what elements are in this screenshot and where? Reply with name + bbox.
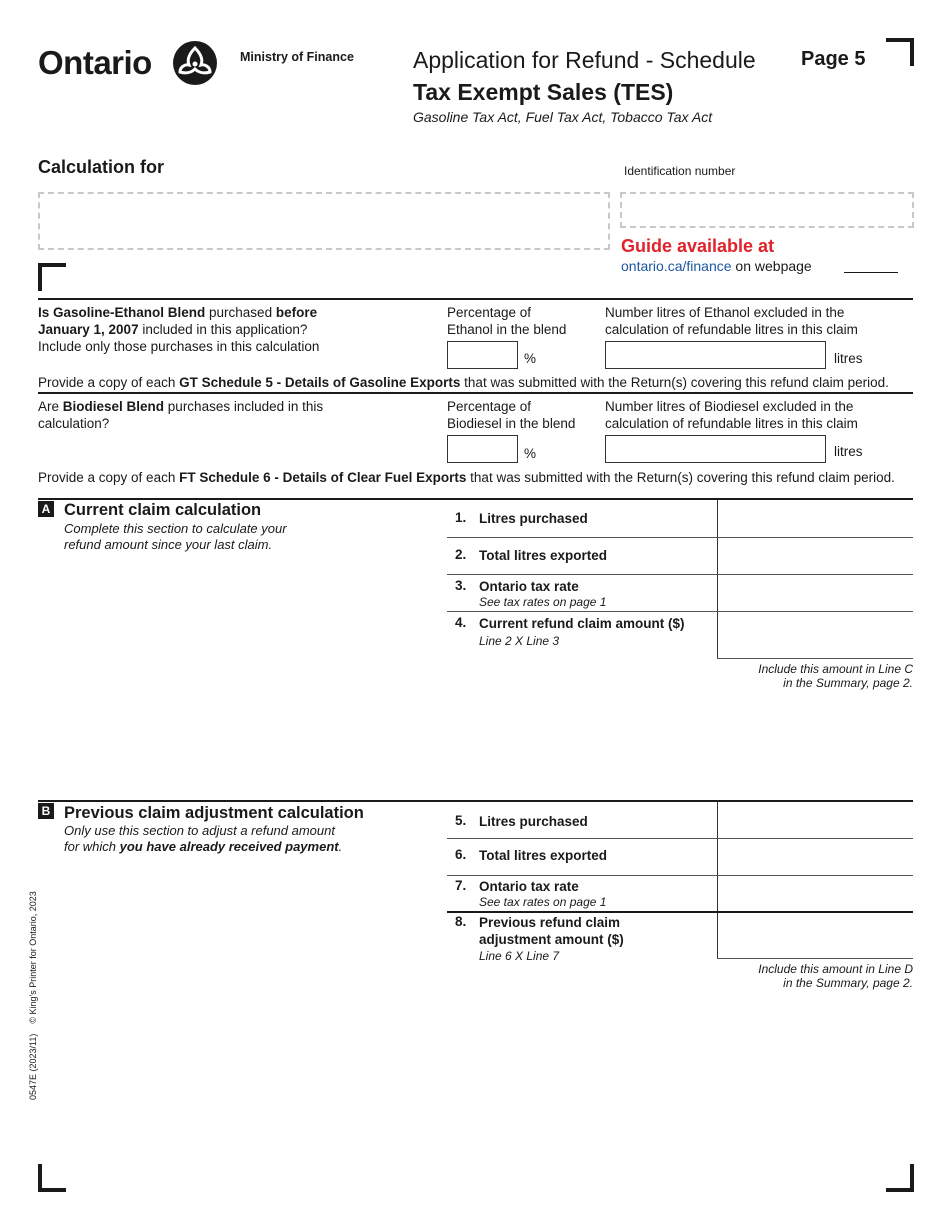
crop-mark-left-mid bbox=[38, 263, 66, 291]
line-1-number: 1. bbox=[455, 510, 467, 525]
line-4-sub: Line 2 X Line 3 bbox=[479, 634, 560, 648]
ethanol-litres-unit: litres bbox=[834, 351, 863, 366]
identification-number-label: Identification number bbox=[624, 164, 736, 178]
biodiesel-percentage-label: Percentage of Biodiesel in the blend bbox=[447, 399, 576, 431]
ethanol-percentage-label: Percentage of Ethanol in the blend bbox=[447, 305, 567, 337]
section-b-description: Only use this section to adjust a refund amount for which you have already received payment. bbox=[64, 823, 343, 854]
form-title-line2: Tax Exempt Sales (TES) bbox=[413, 79, 674, 105]
biodiesel-litres-label: Number litres of Biodiesel excluded in the calculation of refundable litres in this claim bbox=[605, 399, 858, 431]
ethanol-percentage-input[interactable] bbox=[447, 341, 518, 369]
line-7-number: 7. bbox=[455, 878, 467, 893]
line-1-input[interactable] bbox=[718, 501, 913, 537]
ethanol-question: Is Gasoline-Ethanol Blend purchased before January 1, 2007 included in this application? Include only those purchases in this calculation bbox=[38, 305, 320, 354]
line-6-input[interactable] bbox=[718, 839, 913, 874]
ethanol-percent-unit: % bbox=[524, 351, 537, 366]
crop-mark-bottom-right bbox=[886, 1164, 914, 1192]
section-b-title: Previous claim adjustment calculation bbox=[64, 804, 364, 822]
line-7-label: Ontario tax rate bbox=[479, 879, 579, 894]
biodiesel-export-note: Provide a copy of each FT Schedule 6 - Details of Clear Fuel Exports that was submitted with the Return(s) covering this refund claim period. bbox=[38, 470, 895, 485]
guide-available-heading: Guide available at bbox=[621, 236, 775, 256]
line-3-number: 3. bbox=[455, 578, 467, 593]
form-title-line1: Application for Refund - Schedule bbox=[413, 47, 756, 73]
line-5-label: Litres purchased bbox=[479, 814, 588, 829]
webpage-underline-field[interactable] bbox=[844, 272, 898, 273]
calculation-for-input[interactable] bbox=[38, 192, 610, 250]
biodiesel-section-rule bbox=[38, 392, 913, 394]
line-3-sub: See tax rates on page 1 bbox=[479, 595, 607, 609]
line-8-input[interactable] bbox=[718, 913, 913, 958]
section-a-description: Complete this section to calculate your refund amount since your last claim. bbox=[64, 521, 287, 552]
section-b-badge: B bbox=[38, 803, 54, 819]
ethanol-litres-label: Number litres of Ethanol excluded in the calculation of refundable litres in this claim bbox=[605, 305, 858, 337]
crop-mark-bottom-left bbox=[38, 1164, 66, 1192]
form-code-footer: 0547E (2023/11) © King's Printer for Ontario, 2023 bbox=[28, 891, 38, 1100]
page-number: Page 5 bbox=[801, 48, 866, 70]
line-6-number: 6. bbox=[455, 847, 467, 862]
guide-link[interactable]: ontario.ca/finance bbox=[621, 258, 732, 274]
line-2-number: 2. bbox=[455, 547, 467, 562]
ethanol-section-rule bbox=[38, 298, 913, 300]
biodiesel-litres-input[interactable] bbox=[605, 435, 826, 463]
section-a-rule bbox=[38, 498, 913, 500]
section-a-title: Current claim calculation bbox=[64, 501, 262, 519]
line-2-input[interactable] bbox=[718, 538, 913, 574]
line-7-input[interactable] bbox=[718, 876, 913, 911]
line-3-input[interactable] bbox=[718, 575, 913, 611]
form-acts: Gasoline Tax Act, Fuel Tax Act, Tobacco Tax Act bbox=[413, 109, 713, 125]
biodiesel-question: Are Biodiesel Blend purchases included in this calculation? bbox=[38, 399, 324, 431]
line-5-input[interactable] bbox=[718, 803, 913, 838]
crop-mark-top-right bbox=[886, 38, 914, 66]
biodiesel-percentage-input[interactable] bbox=[447, 435, 518, 463]
section-a-badge: A bbox=[38, 501, 54, 517]
section-a-include-note: Include this amount in Line C in the Summary, page 2. bbox=[758, 662, 913, 690]
line-2-label: Total litres exported bbox=[479, 548, 608, 563]
line-8-sub: Line 6 X Line 7 bbox=[479, 949, 560, 963]
section-a-value-bottom bbox=[717, 658, 913, 659]
line-1-label: Litres purchased bbox=[479, 511, 588, 526]
guide-link-suffix: on webpage bbox=[735, 258, 812, 274]
guide-link-line bbox=[621, 258, 812, 274]
ontario-trillium-icon bbox=[172, 40, 218, 86]
line-7-sub: See tax rates on page 1 bbox=[479, 895, 607, 909]
section-b-rule bbox=[38, 800, 913, 802]
ethanol-export-note: Provide a copy of each GT Schedule 5 - Details of Gasoline Exports that was submitted with the Return(s) covering this refund claim period. bbox=[38, 375, 889, 390]
line-3-label: Ontario tax rate bbox=[479, 579, 579, 594]
identification-number-input[interactable] bbox=[620, 192, 914, 228]
line-4-number: 4. bbox=[455, 615, 467, 630]
line-6-label: Total litres exported bbox=[479, 848, 608, 863]
ministry-name: Ministry of Finance bbox=[240, 50, 354, 64]
section-b-include-note: Include this amount in Line D in the Summary, page 2. bbox=[758, 962, 913, 990]
line-4-input[interactable] bbox=[718, 612, 913, 658]
line-4-label: Current refund claim amount ($) bbox=[479, 616, 685, 631]
line-8-label: Previous refund claim adjustment amount ($) bbox=[479, 915, 624, 947]
line-8-number: 8. bbox=[455, 914, 467, 929]
ontario-logo-text: Ontario bbox=[38, 44, 152, 81]
ethanol-litres-input[interactable] bbox=[605, 341, 826, 369]
section-b-value-bottom bbox=[717, 958, 913, 959]
biodiesel-percent-unit: % bbox=[524, 446, 537, 461]
line-5-number: 5. bbox=[455, 813, 467, 828]
calculation-for-label: Calculation for bbox=[38, 157, 165, 177]
biodiesel-litres-unit: litres bbox=[834, 444, 863, 459]
